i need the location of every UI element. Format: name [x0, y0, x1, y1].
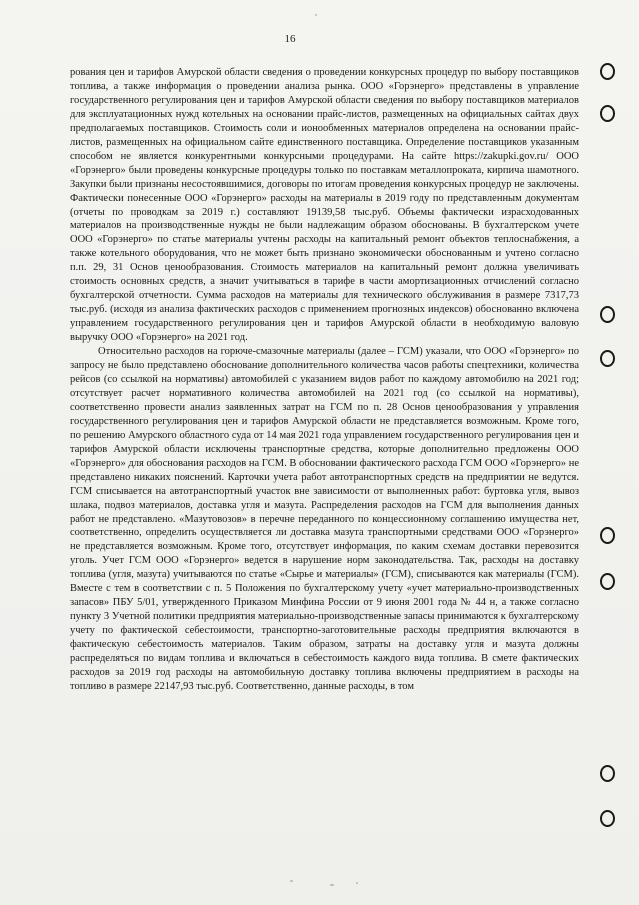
binder-hole-icon — [600, 573, 615, 590]
binder-hole-icon — [600, 63, 615, 80]
binder-hole-icon — [600, 810, 615, 827]
paragraph-materials: рования цен и тарифов Амурской области сведения о проведении конкурсных процедур по выбору поставщиков топлива, а также информация о проведении анализа рынка. ООО «Горэнерго» представлены в управление государственного регулирования цен и тарифов Амурской области сведения по выбору поставщиков материалов для эксплуатационных нужд котельных на основании прайс-листов, размещенных на официальных сайтах двух предполагаемых поставщиков. Стоимость соли и ионообменных материалов определена на основании прайс-листов, размещенных на официальном сайте единственного поставщика. Определение поставщиков указанным способом не является конкурентными конкурсными процедурами. На сайте https://zakupki.gov.ru/ ООО «Горэнерго» были проведены конкурсные процедуры только по поставкам металлопроката, кирпича шамотного. Закупки были признаны несостоявшимися, договоры по итогам проведения конкурсных процедур не заключены. Фактически понесенные ООО «Горэнерго» расходы на материалы в 2019 году по представленным документам (отчеты по проводкам за 2019 г.) составляют 19139,58 тыс.руб. Объемы фактически израсходованных материалов на производственные нужды не были надлежащим образом обоснованы. В бухгалтерском учете ООО «Горэнерго» по статье материалы учтены расходы на капитальный ремонт объектов теплоснабжения, а также котельного оборудования, что не может быть признано экономически обоснованным и учтено согласно п.п. 29, 31 Основ ценообразования. Стоимость материалов на капитальный ремонт должна увеличивать стоимость основных средств, а значит учитываться в тарифе в части амортизационных отчислений согласно бухгалтерской отчетности. Сумма расходов на материалы для технического обслуживания в размере 7317,73 тыс.руб. (исходя из анализа фактических расходов с применением прогнозных индексов) обоснованно включена управлением государственного регулирования цен и тарифов Амурской области в необходимую валовую выручку ООО «Горэнерго» на 2021 год. — [70, 67, 579, 344]
binder-hole-icon — [600, 765, 615, 782]
binder-hole-icon — [600, 105, 615, 122]
binder-hole-icon — [600, 527, 615, 544]
scan-noise — [330, 884, 334, 886]
page-number: 16 — [284, 33, 296, 45]
binder-hole-icon — [600, 350, 615, 367]
binder-hole-icon — [600, 306, 615, 323]
scan-noise — [315, 14, 317, 16]
scan-noise — [290, 880, 293, 882]
paragraph-fuel-lubricants: Относительно расходов на горюче-смазочные материалы (далее – ГСМ) указали, что ООО «Горэнерго» по запросу не было представлено обоснование дополнительного количества часов работы спецтехники, количества рейсов (со ссылкой на нормативы) автомобилей с указанием видов работ по каждому автомобилю на 2021 год; отсутствует расчет нормативного количества автомобилей на 2021 год (со ссылкой на нормативы), соответственно провести анализ заявленных затрат на ГСМ по п. 28 Основ ценообразования у управления государственного регулирования цен и тарифов Амурской области не представляется возможным. Кроме того, по решению Амурского областного суда от 14 мая 2021 года управлением государственного регулирования цен и тарифов Амурской области исключены транспортные средства, которые дополнительно предложены ООО «Горэнерго» для обоснования расходов на ГСМ. В обосновании фактического расхода ГСМ ООО «Горэнерго» не представлено никаких пояснений. Карточки учета работ автотранспортных средств на предприятии не ведутся. ГСМ списывается на автотранспортный участок вне зависимости от выполненных работ: буртовка угля, вывоз шлака, подвоз материалов, доставка угля и мазута. Распределения расходов на ГСМ для выполнения данных работ не представлено. «Мазутовозов» в перечне переданного по концессионному соглашению имущества нет, соответственно, определить осуществляется ли доставка мазута транспортными средствами ООО «Горэнерго» не представляется возможным. Кроме того, отсутствует информация, по каким схемам доставки перевозится уголь. Учет ГСМ ООО «Горэнерго» ведется в нарушение норм законодательства. Так, расходы на доставку топлива (угля, мазута) учитываются по статье «Сырье и материалы» (ГСМ), списываются как материалы (ГСМ). Вместе с тем в соответствии с п. 5 Положения по бухгалтерскому учету «учет материально-производственных запасов» ПБУ 5/01, утвержденного Приказом Минфина России от 9 июня 2001 года № 44 н, а также согласно пункту 3 Учетной политики предприятия материально-производственные запасы принимаются к бухгалтерскому учету по фактической себестоимости, транспортно-заготовительные расходы предприятия включаются в фактическую себестоимость материалов. Таким образом, затраты на доставку угля и мазута должны распределяться по видам топлива и включаться в себестоимость каждого вида топлива. В смете фактических расходов за 2019 год расходы на автомобильную доставку топлива включены предприятием в расходы на топливо в размере 22147,93 тыс.руб. Соответственно, данные расходы, в том — [70, 346, 579, 692]
document-body — [70, 66, 579, 694]
scan-noise — [356, 882, 358, 884]
